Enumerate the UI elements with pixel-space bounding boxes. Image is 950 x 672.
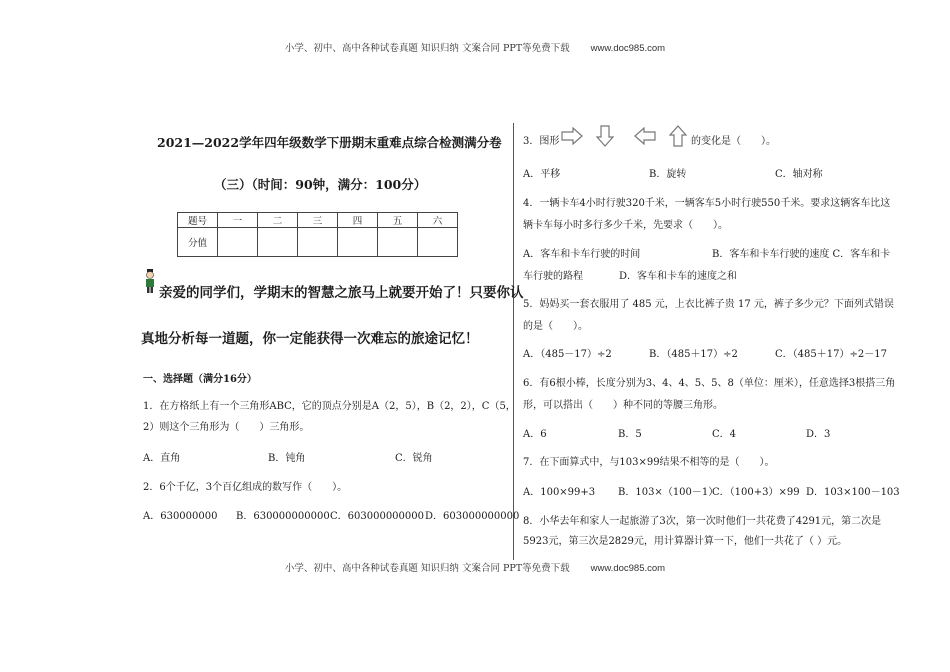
header-site: www.doc985.com [590, 43, 666, 54]
score-cell [378, 228, 418, 257]
score-table [177, 212, 458, 257]
score-cell: 一 [218, 213, 258, 228]
question-4-line2: 辆卡车每小时多行多少千米，先要求（ ）。 [523, 220, 728, 231]
score-cell: 四 [338, 213, 378, 228]
q7-option-c: C．（100+3）×99 [712, 487, 800, 498]
question-6-line1: 6．有6根小棒，长度分别为3、4、4、5、5、8（单位：厘米），任意选择3根搭三角 [523, 378, 896, 389]
q6-option-d: D．3 [806, 429, 831, 440]
q7-option-a: A．100×99+3 [523, 487, 596, 498]
score-cell: 三 [298, 213, 338, 228]
q6-option-a: A．6 [523, 429, 547, 440]
q4-option-d: D．客车和卡车的速度之和 [619, 271, 738, 282]
q5-option-a: A．（485－17）÷2 [523, 349, 612, 360]
q5-option-b: B．（485＋17）÷2 [649, 349, 738, 360]
score-cell: 五 [378, 213, 418, 228]
q3-option-b: B．旋转 [649, 169, 687, 180]
question-3-prefix: 3．图形 [523, 136, 560, 147]
question-1-line2: 2）则这个三角形为（ ）三角形。 [143, 422, 310, 433]
score-cell: 六 [418, 213, 458, 228]
footer-text: 小学、初中、高中各种试卷真题 知识归纳 文案合同 PPT等免费下载 [284, 563, 570, 574]
page-footer [0, 560, 950, 574]
score-cell: 二 [258, 213, 298, 228]
question-8-line1: 8．小华去年和家人一起旅游了3次，第一次时他们一共花费了4291元，第二次是 [523, 516, 882, 527]
section-heading: 一、选择题（满分16分） [143, 374, 257, 385]
exam-subtitle: （三）（时间：90钟，满分：100分） [214, 177, 427, 192]
score-cell [218, 228, 258, 257]
score-cell [418, 228, 458, 257]
footer-site: www.doc985.com [590, 563, 666, 574]
q4-option-a: A．客车和卡车行驶的时间 [523, 249, 641, 260]
q2-option-c: C．603000000000 [330, 511, 424, 522]
header-text: 小学、初中、高中各种试卷真题 知识归纳 文案合同 PPT等免费下载 [284, 43, 570, 54]
q2-option-d: D．603000000000 [425, 511, 520, 522]
question-7: 7．在下面算式中，与103×99结果不相等的是（ ）。 [523, 457, 775, 468]
score-cell: 题号 [178, 213, 218, 228]
column-divider [513, 123, 514, 560]
q5-option-c: C．（485＋17）÷2－17 [775, 349, 887, 360]
question-3-suffix: 的变化是（ ）。 [691, 136, 776, 147]
q1-option-a: A．直角 [143, 453, 181, 464]
score-cell [298, 228, 338, 257]
greeting-line1: 亲爱的同学们，学期末的智慧之旅马上就要开始了！只要你认 [159, 285, 524, 301]
question-5-line1: 5．妈妈买一套衣服用了 485 元，上衣比裤子贵 17 元，裤子多少元？下面列式错误 [523, 299, 894, 310]
q1-option-c: C．锐角 [395, 453, 433, 464]
q3-option-a: A．平移 [523, 169, 561, 180]
question-1-line1: 1．在方格纸上有一个三角形ABC，它的顶点分别是A（2，5），B（2，2），C（5， [143, 401, 516, 412]
greeting-line2: 真地分析每一道题，你一定能获得一次难忘的旅途记忆！ [141, 331, 479, 347]
q2-option-a: A．630000000 [143, 511, 218, 522]
q3-option-c: C．轴对称 [775, 169, 823, 180]
q7-option-b: B．103×（100－1） [618, 487, 719, 498]
student-avatar-icon [143, 268, 157, 294]
question-8-line2: 5923元，第三次是2829元，用计算器计算一下，他们一共花了（ ）元。 [523, 536, 848, 547]
q2-option-b: B．630000000000 [236, 511, 330, 522]
exam-title: 2021—2022学年四年级数学下册期末重难点综合检测满分卷 [157, 135, 502, 150]
question-5-line2: 的是（ ）。 [523, 321, 588, 332]
q6-option-c: C．4 [712, 429, 737, 440]
arrow-down-icon [596, 125, 614, 147]
score-cell: 分值 [178, 228, 218, 257]
page-header [0, 40, 950, 54]
arrow-up-icon [669, 125, 687, 147]
q4-option-b: B．客车和卡车行驶的速度 C．客车和卡 [712, 249, 891, 260]
q6-option-b: B．5 [618, 429, 642, 440]
score-cell [338, 228, 378, 257]
score-cell [258, 228, 298, 257]
q7-option-d: D．103×100－103 [806, 487, 900, 498]
question-6-line2: 形，可以搭出（ ）种不同的等腰三角形。 [523, 400, 723, 411]
arrow-left-icon [634, 127, 656, 145]
arrow-right-icon [561, 127, 583, 145]
question-2: 2．6个千亿，3个百亿组成的数写作（ ）。 [143, 482, 348, 493]
q1-option-b: B．钝角 [268, 453, 306, 464]
question-4-line1: 4．一辆卡车4小时行驶320千米，一辆客车5小时行驶550千米。要求这辆客车比这 [523, 198, 891, 209]
q4-option-c-cont: 车行驶的路程 [523, 271, 583, 282]
